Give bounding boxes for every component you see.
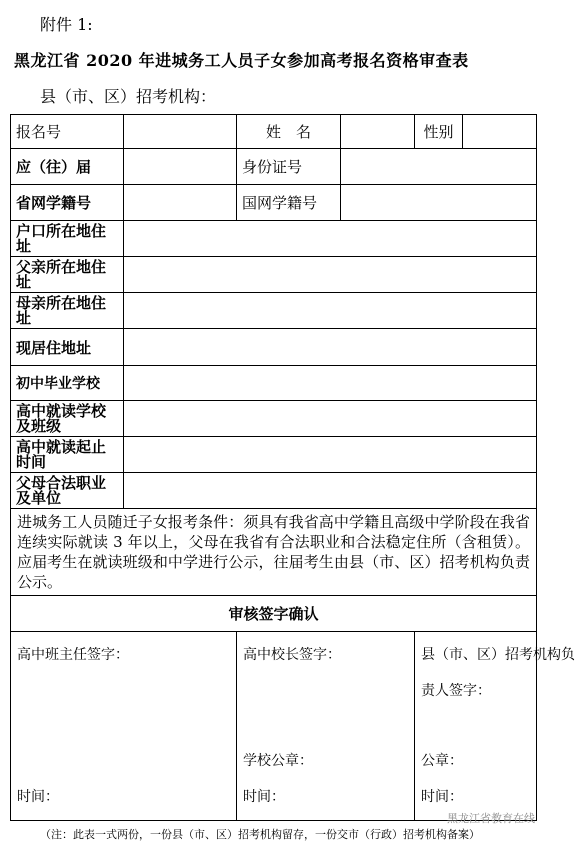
review-form-table — [10, 114, 575, 821]
prov-student-no-label: 省网学籍号 — [11, 185, 124, 221]
bureau-signature-label-2: 责人签字： — [421, 683, 491, 699]
form-row — [11, 149, 537, 185]
id-no-label: 身份证号 — [237, 149, 341, 185]
current-addr-field[interactable] — [124, 329, 537, 366]
high-school-class-field[interactable] — [124, 401, 537, 437]
form-row — [11, 329, 537, 366]
form-row — [11, 473, 537, 509]
form-row — [11, 293, 537, 329]
nat-student-no-field[interactable] — [341, 185, 537, 221]
hukou-addr-field[interactable] — [124, 221, 537, 257]
father-addr-label: 父亲所在地住址 — [11, 257, 124, 293]
teacher-signature-label: 高中班主任签字： — [17, 647, 129, 663]
mother-addr-field[interactable] — [124, 293, 537, 329]
form-row — [11, 185, 537, 221]
page-title: 黑龙江省 2020 年进城务工人员子女参加高考报名资格审查表 — [14, 51, 469, 70]
form-row — [11, 221, 537, 257]
conditions-row — [11, 509, 537, 596]
principal-signature-cell[interactable] — [237, 632, 415, 821]
watermark-text: 黑龙江省教育在线 — [447, 812, 535, 825]
bureau-signature-label-1: 县（市、区）招考机构负 — [421, 647, 575, 663]
current-addr-label: 现居住地址 — [11, 329, 124, 366]
form-row — [11, 401, 537, 437]
nat-student-no-label: 国网学籍号 — [237, 185, 341, 221]
teacher-signature-cell[interactable] — [11, 632, 237, 821]
parents-job-field[interactable] — [124, 473, 537, 509]
middle-school-label: 初中毕业学校 — [11, 366, 124, 401]
bureau-time-label: 时间： — [421, 789, 463, 805]
prov-student-no-field[interactable] — [124, 185, 237, 221]
school-seal-label: 学校公章： — [243, 753, 313, 769]
reg-no-field[interactable] — [124, 115, 237, 149]
reg-no-label: 报名号 — [11, 115, 124, 149]
name-label: 姓 名 — [237, 115, 341, 149]
form-row — [11, 257, 537, 293]
high-school-period-field[interactable] — [124, 437, 537, 473]
official-seal-label: 公章： — [421, 753, 463, 769]
principal-time-label: 时间： — [243, 789, 285, 805]
signature-row — [11, 632, 537, 821]
form-row — [11, 115, 537, 149]
mother-addr-label: 母亲所在地住址 — [11, 293, 124, 329]
county-agency-label: 县（市、区）招考机构： — [40, 87, 217, 106]
high-school-class-label: 高中就读学校及班级 — [11, 401, 124, 437]
gender-field[interactable] — [463, 115, 537, 149]
signature-heading-row — [11, 596, 537, 632]
middle-school-field[interactable] — [124, 366, 537, 401]
name-field[interactable] — [341, 115, 415, 149]
signature-heading: 审核签字确认 — [11, 596, 537, 632]
grad-year-label: 应（往）届 — [11, 149, 124, 185]
teacher-time-label: 时间： — [17, 789, 59, 805]
form-row — [11, 366, 537, 401]
attachment-label: 附件 1: — [40, 15, 93, 34]
form-row — [11, 437, 537, 473]
hukou-addr-label: 户口所在地住址 — [11, 221, 124, 257]
eligibility-conditions-text: 进城务工人员随迁子女报考条件：须具有我省高中学籍且高级中学阶段在我省连续实际就读 3 年以上，父母在我省有合法职业和合法稳定住所（含租赁）。应届考生在就读班级和中学进行公示，往届考生由县（市、区）招考机构负责公示。 — [11, 509, 537, 596]
principal-signature-label: 高中校长签字： — [243, 647, 341, 663]
high-school-period-label: 高中就读起止时间 — [11, 437, 124, 473]
id-no-field[interactable] — [341, 149, 537, 185]
gender-label: 性别 — [415, 115, 463, 149]
parents-job-label: 父母合法职业及单位 — [11, 473, 124, 509]
grad-year-field[interactable] — [124, 149, 237, 185]
footnote: （注：此表一式两份，一份县（市、区）招考机构留存，一份交市（行政）招考机构备案） — [40, 828, 480, 841]
father-addr-field[interactable] — [124, 257, 537, 293]
bureau-signature-cell[interactable] — [415, 632, 575, 821]
